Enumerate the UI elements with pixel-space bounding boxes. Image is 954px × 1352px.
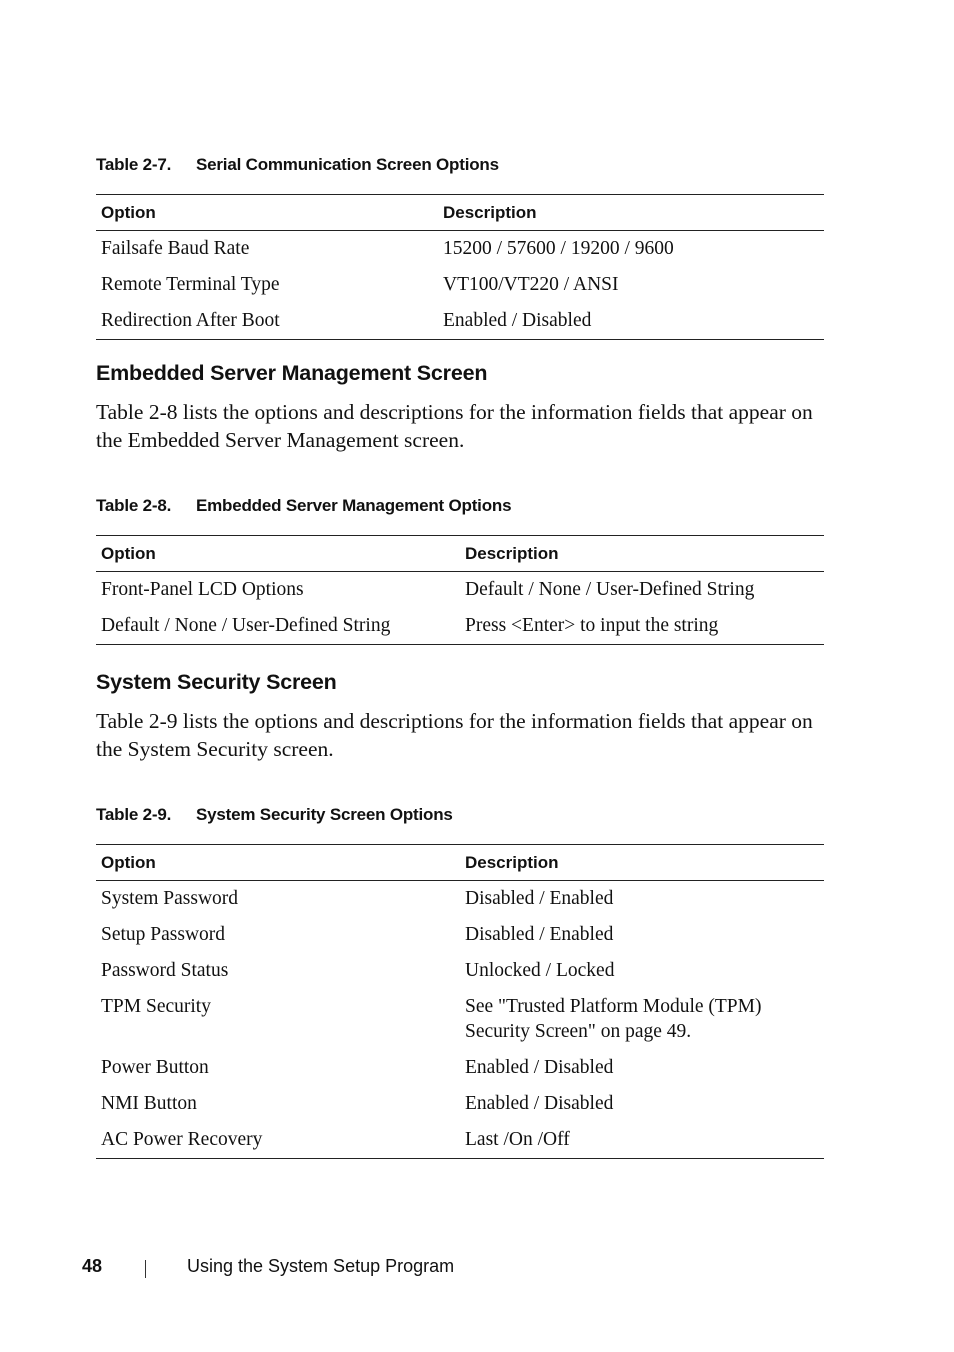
option-cell: Redirection After Boot [96, 303, 438, 340]
table-title: Serial Communication Screen Options [196, 155, 499, 174]
table-number: Table 2-9. [96, 805, 172, 824]
description-cell: Disabled / Enabled [465, 924, 614, 945]
table-caption [96, 496, 511, 516]
option-cell: NMI Button [101, 1093, 197, 1114]
option-cell: Failsafe Baud Rate [101, 238, 250, 259]
option-cell: Default / None / User-Defined String [96, 608, 460, 645]
footer-divider [145, 1260, 146, 1278]
embedded-server-management-table [96, 535, 824, 645]
table-number: Table 2-7. [96, 155, 172, 174]
option-cell: Front-Panel LCD Options [101, 579, 304, 600]
section-paragraph: Table 2-9 lists the options and descriptions for the information fields that appear on the System Security screen. [96, 709, 813, 761]
column-header-description: Description [460, 845, 824, 881]
option-cell: Password Status [101, 960, 229, 981]
page-number: 48 [82, 1256, 103, 1276]
table-number: Table 2-8. [96, 496, 172, 515]
section-paragraph: Table 2-8 lists the options and descriptions for the information fields that appear on the Embedded Server Management screen. [96, 400, 813, 452]
table-title: Embedded Server Management Options [196, 496, 512, 515]
section-heading: System Security Screen [96, 670, 337, 694]
option-cell: Remote Terminal Type [101, 274, 280, 295]
description-cell: Last /On /Off [460, 1122, 824, 1159]
column-header-option: Option [96, 195, 438, 231]
column-header-option: Option [96, 845, 460, 881]
option-cell: TPM Security [101, 996, 211, 1017]
serial-communication-table [96, 194, 824, 340]
table-caption [96, 805, 453, 825]
description-cell: See "Trusted Platform Module (TPM) Security Screen" on page 49. [465, 996, 762, 1042]
description-cell: Default / None / User-Defined String [465, 579, 755, 600]
option-cell: Setup Password [101, 924, 226, 945]
table-caption [96, 155, 499, 175]
description-cell: Enabled / Disabled [465, 1057, 614, 1078]
option-cell: AC Power Recovery [96, 1122, 460, 1159]
description-cell: Enabled / Disabled [438, 303, 824, 340]
option-cell: System Password [101, 888, 239, 909]
description-cell: Unlocked / Locked [465, 960, 615, 981]
description-cell: Enabled / Disabled [465, 1093, 614, 1114]
column-header-option: Option [96, 536, 460, 572]
table-title: System Security Screen Options [196, 805, 453, 824]
footer-title: Using the System Setup Program [187, 1256, 455, 1276]
description-cell: VT100/VT220 / ANSI [443, 274, 619, 295]
column-header-description: Description [460, 536, 824, 572]
section-heading: Embedded Server Management Screen [96, 361, 488, 385]
description-cell: 15200 / 57600 / 19200 / 9600 [443, 238, 674, 259]
option-cell: Power Button [101, 1057, 209, 1078]
column-header-description: Description [438, 195, 824, 231]
description-cell: Press <Enter> to input the string [460, 608, 824, 645]
description-cell: Disabled / Enabled [465, 888, 614, 909]
system-security-table [96, 844, 824, 1159]
